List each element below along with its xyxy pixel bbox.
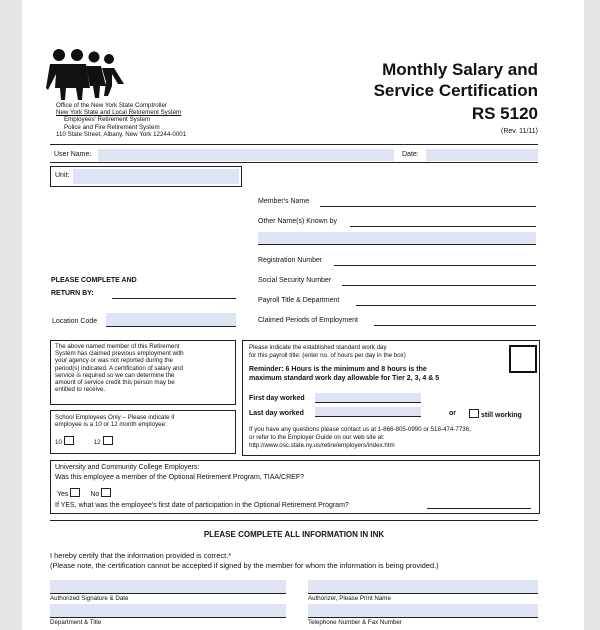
payroll-title-line[interactable] <box>356 296 536 306</box>
authorized-signature-label: Authorized Signature & Date <box>50 595 129 602</box>
still-working-checkbox[interactable] <box>469 409 479 418</box>
title-line-2: Service Certification <box>373 81 538 100</box>
org-info <box>56 102 186 138</box>
opt-12-label: 12 <box>93 439 101 447</box>
claim-line-7: entitled to receive. <box>55 386 106 394</box>
unit-label: Unit: <box>55 172 70 179</box>
opt-10-checkbox[interactable] <box>64 436 74 445</box>
college-line-3: If YES, what was the employee's first date of participation in the Optional Retirement Program? <box>55 502 349 509</box>
claim-line-4: period(s) indicated. A certification of salary and <box>55 364 183 372</box>
no-checkbox[interactable] <box>101 488 111 497</box>
authorizer-name-label: Authorizer, Please Print Name <box>308 595 391 602</box>
form-page <box>22 0 584 630</box>
claim-info-box <box>50 340 236 405</box>
date-label: Date: <box>402 151 419 158</box>
yes-label: Yes <box>57 491 69 498</box>
return-by-line[interactable] <box>112 289 236 299</box>
school-employees-box <box>50 410 236 454</box>
phone-fax-label: Telephone Number & Fax Number <box>308 619 402 626</box>
please-complete-label: PLEASE COMPLETE AND <box>51 277 137 284</box>
unit-input[interactable] <box>73 169 239 184</box>
claimed-periods-label: Claimed Periods of Employment <box>258 317 358 324</box>
questions-line-1: If you have any questions please contact us at 1-866-805-0990 or 518-474-7736, <box>249 426 471 433</box>
yes-checkbox[interactable] <box>70 488 80 497</box>
user-row-divider <box>50 162 538 163</box>
department-title-label: Department & Title <box>50 619 102 626</box>
title-line-1: Monthly Salary and <box>382 60 538 79</box>
claim-line-3: your agency or was not reported during the <box>55 357 173 365</box>
location-code-line <box>106 317 236 327</box>
authorizer-name-line <box>308 584 538 594</box>
first-day-line <box>315 394 421 403</box>
hours-per-day-box[interactable] <box>509 345 537 373</box>
orp-options <box>57 488 111 499</box>
payroll-title-label: Payroll Title & Department <box>258 297 340 304</box>
certify-line-1: I hereby certify that the information provided is correct.* <box>50 551 232 560</box>
ink-divider <box>50 520 538 521</box>
claim-line-6: amount of service credit this person may be <box>55 379 175 387</box>
ssn-label: Social Security Number <box>258 277 332 284</box>
authorized-signature-line <box>50 584 286 594</box>
member-name-line[interactable] <box>320 197 536 207</box>
college-employers-box <box>50 460 540 514</box>
claimed-periods-line[interactable] <box>374 316 536 326</box>
claim-line-2: System has claimed previous employment with <box>55 350 184 358</box>
form-title <box>374 59 538 101</box>
claim-line-5: service is required so we can determine the <box>55 371 175 379</box>
workday-line-2: for this payroll title: (enter no. of hours per day in the box) <box>249 352 406 359</box>
date-input[interactable] <box>426 149 538 161</box>
location-code-label: Location Code <box>52 318 98 325</box>
user-name-label: User Name: <box>54 151 92 158</box>
registration-label: Registration Number <box>258 257 323 264</box>
still-working-label: still working <box>481 412 522 419</box>
other-names-line[interactable] <box>350 217 536 227</box>
college-line-2: Was this employee a member of the Optional Retirement Program, TIAA/CREF? <box>55 474 304 481</box>
school-line-1: School Employees Only – Please indicate if <box>55 414 175 421</box>
claim-line-1: The above named member of this Retirement <box>55 343 180 350</box>
reminder-line-2: maximum standard work day allowable for Tier 2, 3, 4 & 5 <box>249 375 440 382</box>
form-number: RS 5120 <box>471 104 538 123</box>
other-names-line-2 <box>258 235 536 245</box>
org-line-4: Police and Fire Retirement System <box>64 123 160 131</box>
still-working-option <box>469 409 522 420</box>
employer-guide-link[interactable]: http://www.osc.state.ny.us/retire/employers/index.htm <box>249 442 395 449</box>
opt-12-checkbox[interactable] <box>103 436 113 445</box>
reminder-line-1: Reminder: 6 Hours is the minimum and 8 hours is the <box>249 366 427 373</box>
org-line-5: 110 State Street, Albany, New York 12244-0001 <box>56 130 187 138</box>
no-label: No <box>90 491 100 498</box>
phone-fax-line <box>308 608 538 618</box>
org-line-2: New York State and Local Retirement System <box>56 109 182 117</box>
other-names-label: Other Name(s) Known by <box>258 218 337 225</box>
department-title-line <box>50 608 286 618</box>
certify-line-2: (Please note, the certification cannot be accepted if signed by the member for whom the information is being provided.) <box>50 561 439 570</box>
workday-box <box>242 340 540 456</box>
org-line-1: Office of the New York State Comptroller <box>56 102 167 109</box>
header-divider <box>50 144 538 145</box>
member-name-label: Member's Name <box>258 198 310 205</box>
workday-line-1: Please indicate the established standard work day <box>249 344 387 351</box>
user-name-input[interactable] <box>98 149 394 161</box>
last-day-line <box>315 408 421 417</box>
first-day-label: First day worked <box>249 395 305 402</box>
or-label: or <box>449 410 456 417</box>
form-revision: (Rev. 11/11) <box>501 128 538 135</box>
month-options <box>55 436 231 446</box>
unit-box <box>50 166 242 187</box>
org-line-3: Employees' Retirement System <box>64 116 151 124</box>
ssn-line[interactable] <box>342 276 536 286</box>
ink-heading: PLEASE COMPLETE ALL INFORMATION IN INK <box>203 530 385 539</box>
school-line-2: employee is a 10 or 12 month employee: <box>55 421 167 429</box>
orp-date-line[interactable] <box>427 500 531 509</box>
retirement-system-logo <box>46 48 124 100</box>
college-line-1: University and Community College Employers: <box>55 464 200 471</box>
questions-line-2: or refer to the Employer Guide on our web site at: <box>249 434 385 441</box>
last-day-label: Last day worked <box>249 410 304 417</box>
return-by-label: RETURN BY: <box>51 290 94 297</box>
registration-line[interactable] <box>334 256 536 266</box>
opt-10-label: 10 <box>55 439 62 447</box>
